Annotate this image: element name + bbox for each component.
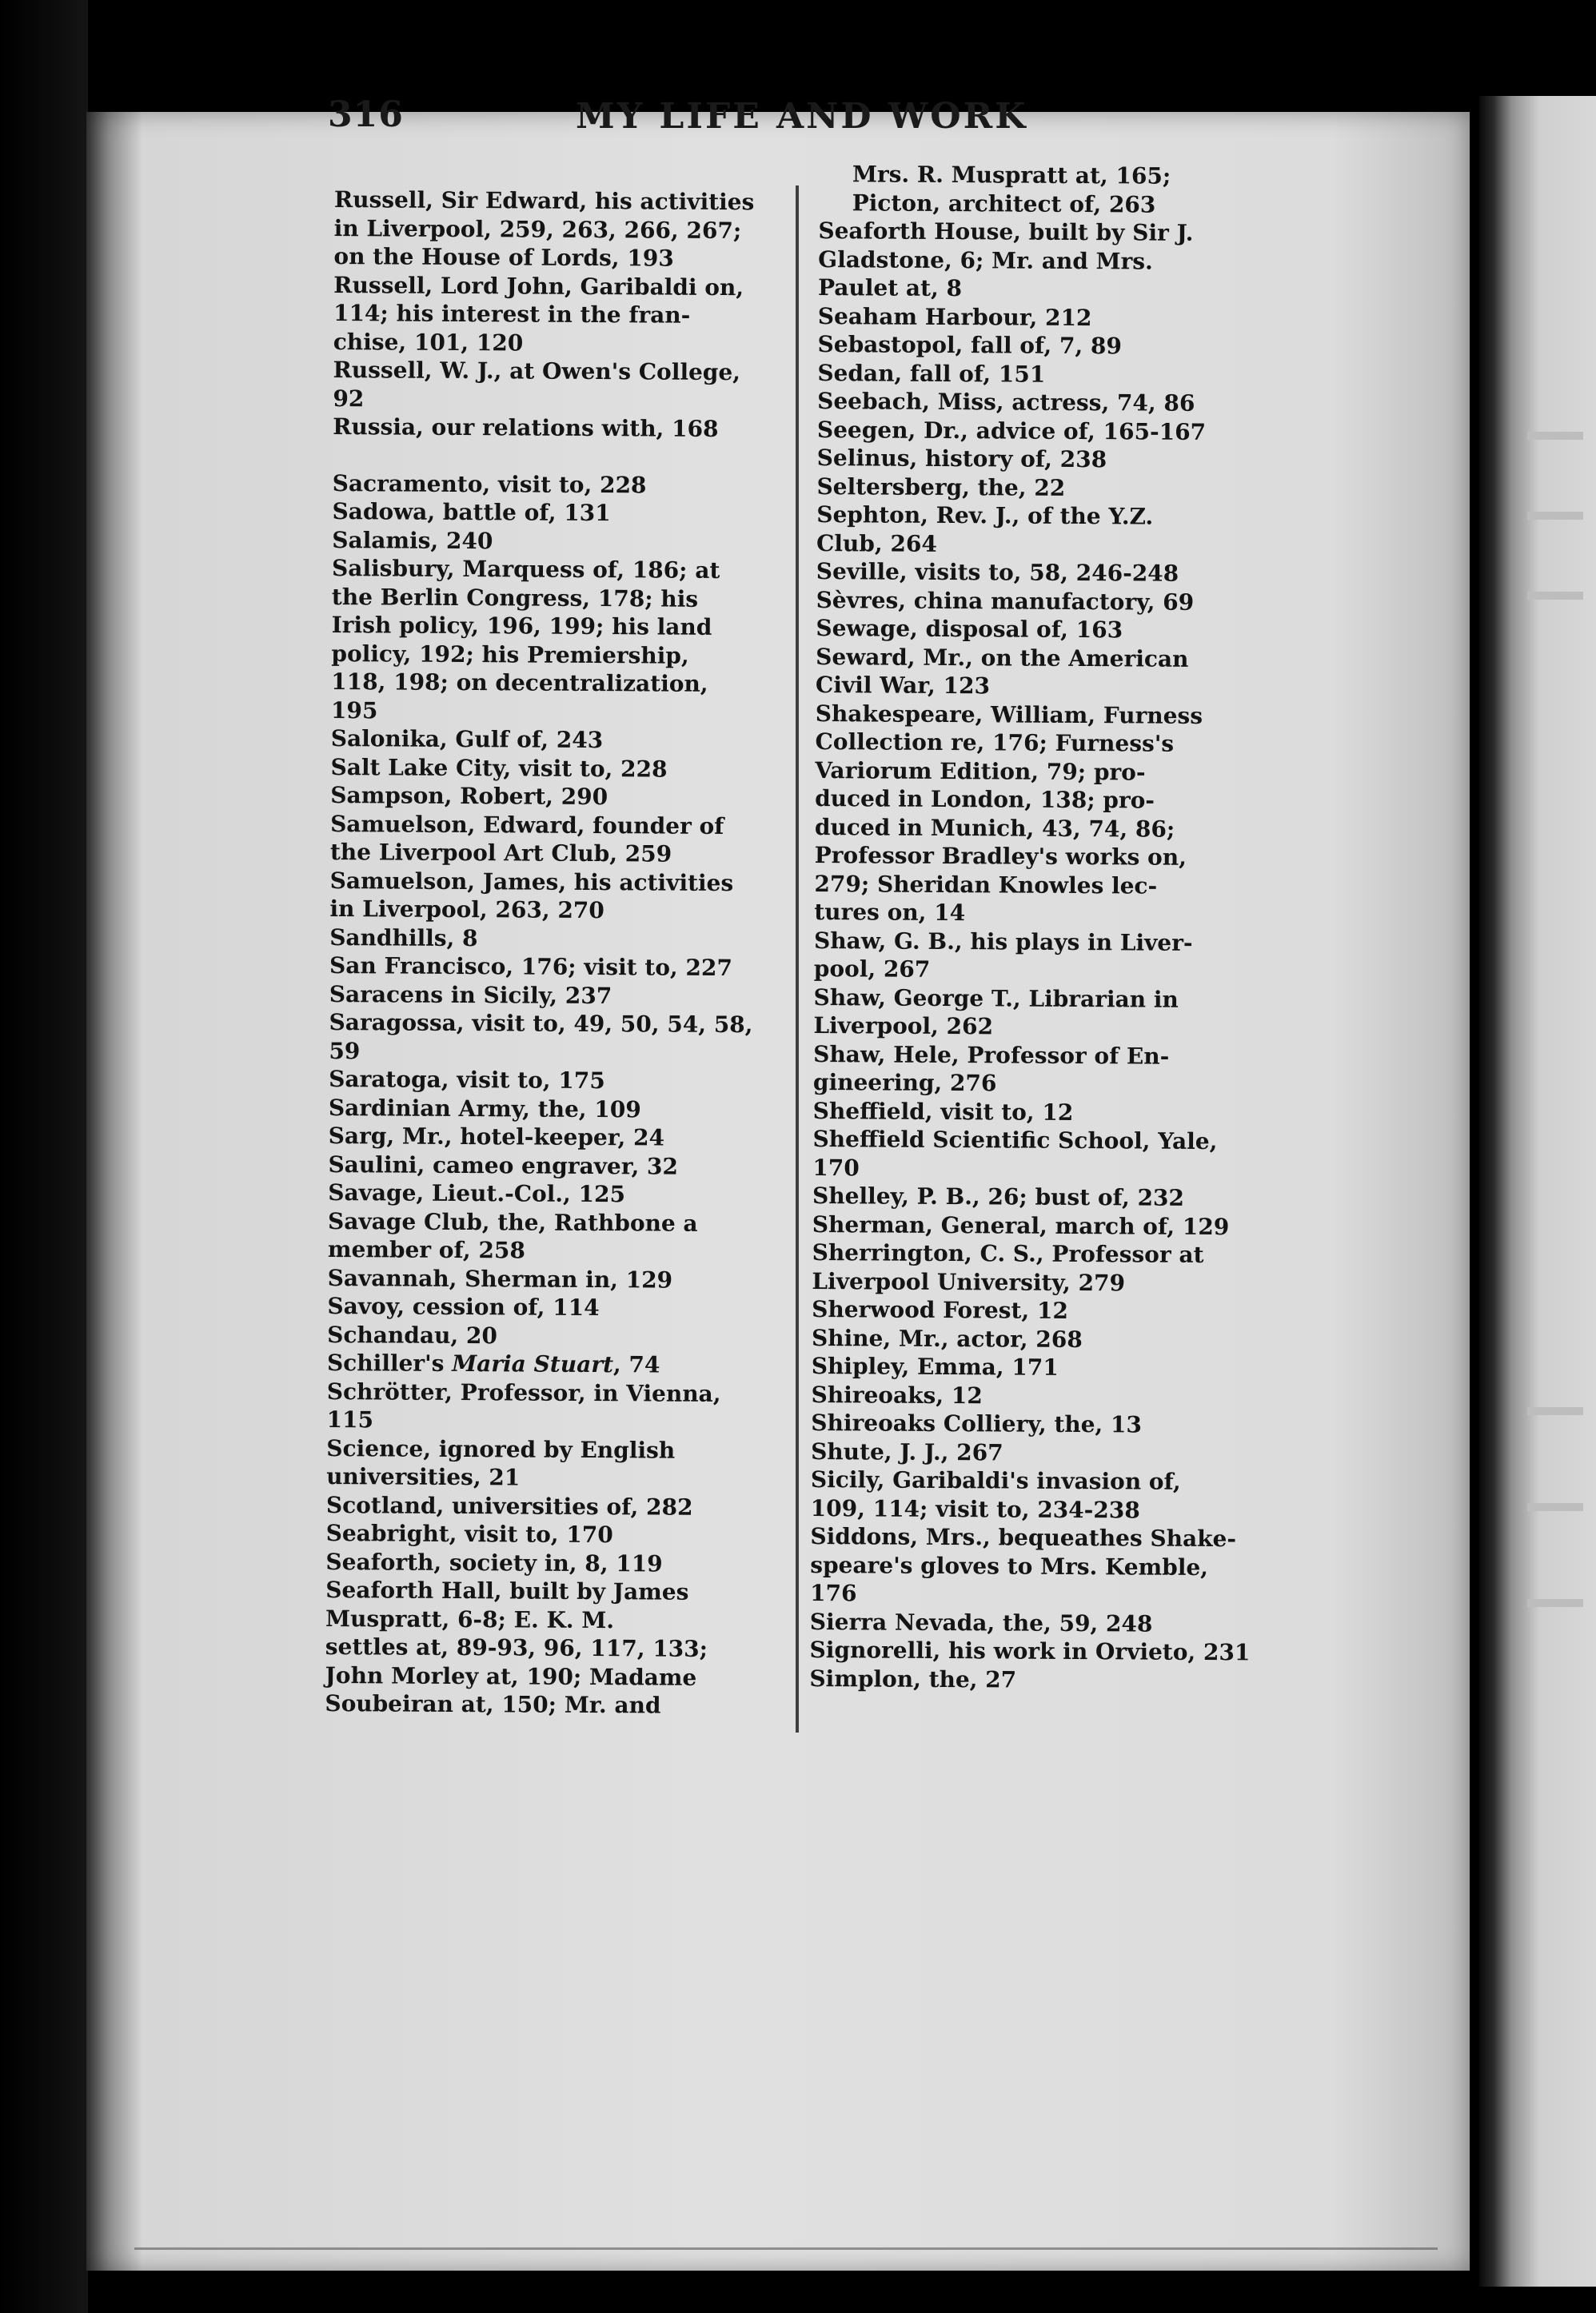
index-entry-line: member of, 258: [327, 1235, 525, 1264]
adjacent-page-edge: [1479, 96, 1596, 2287]
index-entry-line: Professor Bradley's works on,: [814, 841, 1187, 871]
index-entry-line: John Morley at, 190; Madame: [325, 1661, 697, 1691]
index-entry-line: Sarg, Mr., hotel-keeper, 24: [328, 1122, 665, 1151]
index-entry-line: 59: [329, 1037, 361, 1064]
index-entry: [812, 1125, 1283, 1185]
index-entry-line: Shaw, G. B., his plays in Liver-: [813, 927, 1193, 956]
index-entry-line: Seabright, visit to, 170: [325, 1519, 613, 1549]
index-entry: [329, 951, 785, 983]
index-entry: [329, 923, 785, 954]
film-margin-left: [0, 0, 88, 2313]
index-entry-line: Science, ignored by English: [326, 1434, 676, 1464]
entry-suffix: , 74: [612, 1351, 660, 1378]
index-entry-line: 170: [812, 1154, 860, 1181]
index-entry: [331, 554, 788, 727]
index-entry-line: Soubeiran at, 150; Mr. and: [325, 1689, 661, 1719]
index-entry: [333, 356, 788, 415]
index-entry: [811, 1380, 1281, 1411]
index-entry-line: Sierra Nevada, the, 59, 248: [809, 1608, 1153, 1637]
index-entry: [812, 1323, 1282, 1354]
index-entry: [810, 1607, 1280, 1638]
index-entry: [817, 444, 1287, 475]
index-entry-line: Schandau, 20: [327, 1321, 497, 1349]
index-entry: [817, 358, 1287, 389]
index-entry-line: Savoy, cession of, 114: [327, 1292, 600, 1322]
page-number: 316: [328, 94, 404, 135]
index-entry-line: Club, 264: [816, 529, 937, 557]
index-entry: [819, 160, 1289, 220]
index-column-right: [809, 160, 1289, 1696]
index-entry-line: Siddons, Mrs., bequeathes Shake-: [810, 1522, 1237, 1553]
index-entry: [329, 1122, 784, 1153]
index-entry-line: Savage, Lieut.-Col., 125: [328, 1178, 626, 1208]
index-entry: [818, 217, 1289, 305]
index-entry-line: on the House of Lords, 193: [333, 242, 674, 272]
index-entry: [332, 525, 788, 556]
index-entry-line: Shipley, Emma, 171: [811, 1352, 1059, 1381]
index-entry: [816, 557, 1287, 588]
index-entry-line: Gladstone, 6; Mr. and Mrs.: [818, 245, 1153, 275]
index-entry-line: Signorelli, his work in Orvieto, 231: [809, 1636, 1251, 1666]
index-entry-line: Schrötter, Professor, in Vienna,: [326, 1378, 721, 1407]
index-entry: [817, 330, 1287, 361]
index-entry: [333, 469, 788, 500]
index-entry-line: Seaforth House, built by Sir J.: [818, 217, 1194, 246]
index-entry-line: Sampson, Robert, 290: [330, 781, 608, 811]
index-entry-line: universities, 21: [326, 1462, 521, 1491]
index-entry: [812, 1295, 1282, 1326]
index-entry: [329, 1008, 784, 1067]
index-entry: [814, 699, 1286, 929]
index-entry-line: Salamis, 240: [332, 526, 493, 554]
index-entry: [811, 1466, 1281, 1525]
index-entry-line: Sheffield, visit to, 12: [812, 1097, 1074, 1126]
index-entry: [328, 1206, 784, 1266]
index-entry-line: Sherwood Forest, 12: [812, 1295, 1069, 1324]
index-entry-line: Liverpool University, 279: [812, 1267, 1126, 1296]
index-entry: [329, 979, 785, 1011]
index-entry: [810, 1522, 1281, 1610]
index-entry: [330, 752, 786, 784]
index-entry-line: Seltersberg, the, 22: [816, 473, 1066, 501]
index-entry-line: Paulet at, 8: [817, 273, 963, 302]
index-entry-line: Russell, Sir Edward, his activities: [333, 185, 755, 216]
index-entry: [813, 1096, 1283, 1127]
page-bottom-rule: [134, 2247, 1438, 2250]
index-entry-line: Salonika, Gulf of, 243: [330, 724, 604, 754]
index-entry: [812, 1238, 1282, 1298]
index-entry-line: Sherman, General, march of, 129: [812, 1210, 1230, 1240]
index-entry: [816, 642, 1286, 702]
index-entry-line: Sandhills, 8: [329, 923, 478, 951]
index-entry-line: Saratoga, visit to, 175: [329, 1065, 605, 1095]
index-entry-line: in Liverpool, 259, 263, 266, 267;: [333, 214, 742, 244]
index-entry: [327, 1349, 783, 1380]
index-entry-line: Shine, Mr., actor, 268: [811, 1324, 1083, 1353]
index-entry-line: 109, 114; visit to, 234-238: [810, 1494, 1140, 1523]
index-entry: [816, 500, 1287, 560]
index-entry-line: chise, 101, 120: [333, 328, 524, 356]
index-entry: [326, 1377, 782, 1436]
index-entry: [810, 1636, 1280, 1667]
italic-title: Maria Stuart: [444, 1350, 614, 1378]
index-entry-line: Muspratt, 6-8; E. K. M.: [325, 1605, 615, 1633]
index-entry: [326, 1519, 782, 1550]
index-entry-line: duced in Munich, 43, 74, 86;: [814, 813, 1175, 843]
index-entry-line: Russell, Lord John, Garibaldi on,: [333, 271, 744, 301]
index-entry: [812, 1182, 1283, 1213]
index-entry-line: Simplon, the, 27: [809, 1665, 1017, 1693]
index-entry: [817, 387, 1287, 418]
index-entry-line: Samuelson, Edward, founder of: [330, 810, 724, 839]
index-entry: [811, 1437, 1281, 1468]
index-entry: [329, 1093, 784, 1124]
index-entry-line: speare's gloves to Mrs. Kemble,: [810, 1551, 1209, 1581]
index-entry-line: Shute, J. J., 267: [811, 1438, 1003, 1466]
index-entry: [330, 781, 786, 812]
index-entry-line: Seaforth, society in, 8, 119: [325, 1548, 663, 1577]
index-entry: [326, 1490, 782, 1521]
index-entry: [332, 497, 788, 528]
index-entry-line: Selinus, history of, 238: [816, 444, 1107, 473]
index-entry-line: Samuelson, James, his activities: [329, 867, 734, 896]
index-entry-line: 114; his interest in the fran-: [333, 299, 691, 329]
index-entry: [329, 1065, 784, 1096]
index-entry-line: Salt Lake City, visit to, 228: [330, 753, 668, 783]
index-entry-line: Sadowa, battle of, 131: [332, 497, 611, 527]
index-entry-line: gineering, 276: [812, 1068, 997, 1097]
index-entry-line: Liverpool, 262: [813, 1011, 994, 1040]
index-entry-line: tures on, 14: [814, 898, 966, 927]
index-entry: [329, 866, 785, 925]
running-title: MY LIFE AND WORK: [576, 96, 1028, 137]
index-entry-line: Mrs. R. Muspratt at, 165;: [852, 161, 1171, 189]
index-entry: [333, 185, 790, 273]
index-entry-line: Russia, our relations with, 168: [333, 413, 719, 442]
index-entry: [330, 809, 786, 868]
index-entry-line: Seebach, Miss, actress, 74, 86: [817, 387, 1195, 417]
running-header: [328, 94, 1111, 158]
index-entry: [816, 585, 1287, 616]
index-entry-line: pool, 267: [813, 955, 931, 983]
index-entry: [328, 1178, 784, 1210]
index-entry-line: the Berlin Congress, 178; his: [331, 583, 699, 612]
index-entry-line: Sheffield Scientific School, Yale,: [812, 1125, 1218, 1155]
index-entry-line: Shelley, P. B., 26; bust of, 232: [812, 1182, 1185, 1211]
index-entry-line: Saulini, cameo engraver, 32: [328, 1151, 679, 1180]
index-entry-line: Collection re, 176; Furness's: [815, 728, 1175, 757]
index-entry-line: 176: [809, 1579, 857, 1607]
index-entry-line: Seward, Mr., on the American: [816, 643, 1189, 672]
index-entry-line: 279; Sheridan Knowles lec-: [814, 870, 1158, 899]
index-entry: [325, 1576, 781, 1721]
index-entry: [816, 614, 1286, 645]
index-entry: [812, 1352, 1282, 1383]
index-entry: [327, 1292, 783, 1323]
index-entry: [333, 270, 790, 358]
index-entry-line: Shireoaks Colliery, the, 13: [811, 1409, 1143, 1438]
index-entry-line: Variorum Edition, 79; pro-: [815, 756, 1146, 786]
index-entry-line: Sephton, Rev. J., of the Y.Z.: [816, 500, 1154, 530]
index-entry: [327, 1320, 783, 1351]
index-entry-line: Sewage, disposal of, 163: [816, 614, 1123, 644]
column-divider: [796, 185, 799, 1733]
index-entry-line: Sicily, Garibaldi's invasion of,: [810, 1466, 1181, 1495]
index-entry: [812, 1210, 1283, 1241]
index-entry-line: San Francisco, 176; visit to, 227: [329, 951, 732, 982]
index-entry-line: Sardinian Army, the, 109: [328, 1094, 641, 1123]
index-entry-line: Seaforth Hall, built by James: [325, 1576, 689, 1605]
index-entry-line: settles at, 89-93, 96, 117, 133;: [325, 1633, 708, 1662]
index-entry-line: Seaham Harbour, 212: [817, 302, 1092, 331]
index-entry-line: Seville, visits to, 58, 246-248: [816, 557, 1179, 587]
index-entry-line: Saragossa, visit to, 49, 50, 54, 58,: [329, 1008, 753, 1039]
index-entry-line: duced in London, 138; pro-: [815, 784, 1155, 814]
index-entry: [333, 413, 788, 444]
index-entry: [325, 1547, 781, 1578]
index-entry: [328, 1150, 784, 1181]
index-entry-line: Seegen, Dr., advice of, 165-167: [816, 416, 1207, 445]
index-entry-line: 92: [333, 385, 365, 412]
index-entry-line: 115: [326, 1406, 374, 1434]
index-entry-line: Schiller's Maria Stuart, 74: [326, 1349, 660, 1378]
index-entry-line: Salisbury, Marquess of, 186; at: [331, 554, 720, 584]
index-entry-line: Sherrington, C. S., Professor at: [812, 1238, 1204, 1268]
index-entry-line: Saracens in Sicily, 237: [329, 980, 612, 1009]
index-entry-line: in Liverpool, 263, 270: [329, 895, 604, 924]
index-column-left: [325, 185, 790, 1721]
index-entry: [811, 1409, 1281, 1440]
index-entry-line: the Liverpool Art Club, 259: [329, 838, 672, 867]
index-entry-line: Irish policy, 196, 199; his land: [331, 611, 712, 640]
index-entry-line: Shireoaks, 12: [811, 1381, 983, 1409]
index-entry-line: Savage Club, the, Rathbone a: [327, 1207, 698, 1237]
index-entry: [818, 301, 1288, 333]
index-entry-line: Sèvres, china manufactory, 69: [816, 586, 1195, 616]
index-entry-line: Russell, W. J., at Owen's College,: [333, 356, 741, 386]
index-entry-line: 195: [330, 696, 378, 724]
index-entry-line: Scotland, universities of, 282: [325, 1491, 693, 1521]
index-entry-line: Picton, architect of, 263: [852, 189, 1156, 218]
index-entry: [809, 1664, 1279, 1695]
index-entry-line: Shakespeare, William, Furness: [815, 700, 1203, 729]
index-entry-line: Sacramento, visit to, 228: [332, 469, 647, 498]
index-entry-line: Savannah, Sherman in, 129: [327, 1264, 673, 1294]
index-entry: [816, 472, 1287, 503]
index-entry: [331, 724, 787, 756]
index-entry-line: policy, 192; his Premiership,: [331, 640, 689, 669]
index-entry-line: Civil War, 123: [815, 671, 991, 700]
index-entry-line: 118, 198; on decentralization,: [331, 668, 708, 697]
index-entry: [813, 983, 1283, 1043]
index-entry: [813, 1039, 1283, 1099]
index-entry-line: Shaw, George T., Librarian in: [813, 983, 1179, 1013]
index-entry: [814, 926, 1284, 986]
index-entry: [817, 415, 1287, 446]
index-entry-line: Sebastopol, fall of, 7, 89: [817, 330, 1122, 360]
index-entry-line: Sedan, fall of, 151: [817, 359, 1046, 388]
index-entry: [328, 1263, 784, 1294]
index-entry: [326, 1434, 782, 1493]
index-entry-line: Shaw, Hele, Professor of En-: [813, 1040, 1170, 1070]
